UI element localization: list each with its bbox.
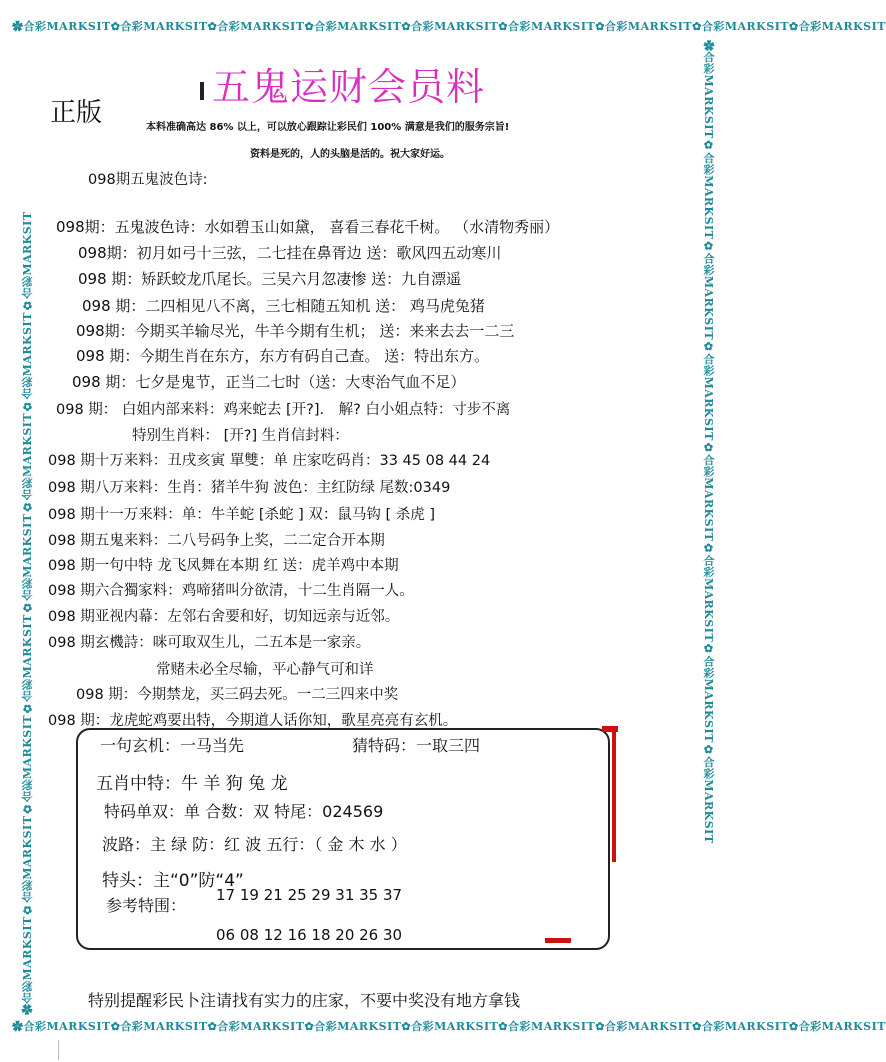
line-one-sentence: 098 期一句中特 龙飞凤舞在本期 红 送：虎羊鸡中本期 [48, 558, 399, 574]
watermark-top: ✿合彩MARKSIT✿合彩MARKSIT✿合彩MARKSIT✿合彩MARKSIT✿合彩MARKSIT✿合彩MARKSIT✿合彩MARKSIT✿合彩MARKSIT✿合彩MARKSIT [12, 20, 886, 33]
line-110k: 098 期十一万来料：单：牛羊蛇 [杀蛇 ] 双：鼠马钩 [ 杀虎 ] [48, 507, 436, 523]
line-forbidden: 098 期：今期禁龙，买三码去死。一二三四来中奖 [76, 687, 399, 703]
footer-rule [58, 1040, 59, 1060]
footer-note: 特别提醒彩民卜注请找有实力的庄家，不要中奖没有地方拿钱 [88, 991, 521, 1010]
line-baijie: 098 期： 白姐内部来料：鸡来蛇去 [开?]． 解? 白小姐点特：寸步不离 [56, 402, 511, 418]
box-odd-even: 特码单双：单 合数：双 特尾：024569 [104, 802, 384, 821]
line-3: 098 期：二四相见八不离，三七相随五知机 送： 鸡马虎兔猪 [82, 297, 485, 315]
motto: 资料是死的，人的头脑是活的。祝大家好运。 [250, 149, 450, 160]
line-yashi: 098 期亚视内幕：左邻右舍要和好，切知远亲与近邻。 [48, 609, 400, 625]
box-ref-row1: 17 19 21 25 29 31 35 37 [216, 886, 403, 904]
box-wave: 波路：主 绿 防：红 波 五行：（ 金 木 水 ） [102, 835, 407, 854]
edition-label: 正版 [50, 98, 103, 128]
line-poem-heading: 098期五鬼波色诗: [88, 172, 208, 188]
box-five-zodiac: 五肖中特：牛 羊 狗 兔 龙 [96, 774, 288, 794]
line-2: 098 期：矫跃蛟龙爪尾长。三吴六月忽凄惨 送：九自漂遥 [78, 270, 462, 288]
line-5: 098 期：今期生肖在东方，东方有码自己查。 送：特出东方。 [76, 347, 490, 365]
box-guess-code: 猜特码：一取三四 [352, 736, 481, 755]
box-head: 特头：主“0”防“4” [102, 871, 244, 891]
box-ref-label: 参考特围： [106, 896, 187, 915]
box-riddle: 一句玄机：一马当先 [100, 736, 245, 755]
box-ref-row2: 06 08 12 16 18 20 26 30 [216, 926, 403, 944]
watermark-right [700, 40, 716, 1015]
line-4: 098期：今期买羊输尽光，牛羊今期有生机； 送：来来去去一二三 [76, 322, 515, 340]
line-poem: 098期：五鬼波色诗：水如碧玉山如黛， 喜看三春花千树。 （水清物秀丽） [56, 218, 560, 236]
line-liuhe: 098 期六合獨家料：鸡啼猪叫分欲清，十二生肖隔一人。 [48, 583, 414, 599]
line-80k: 098 期八万来料：生肖：猪羊牛狗 波色：主红防绿 尾数:0349 [48, 480, 451, 496]
line-tiger-snake: 098 期：龙虎蛇鸡要出特，今期道人话你知，歌星亮亮有玄机。 [48, 713, 458, 729]
red-mark-bottom [545, 938, 571, 943]
line-special-zodiac: 特别生肖料： [开?] 生肖信封料： [132, 428, 349, 444]
tagline: 本料准确高达 86% 以上，可以放心跟踪让彩民们 100% 满意是我们的服务宗旨! [146, 122, 510, 133]
page-title: 五鬼运财会员料 [212, 65, 486, 109]
line-xuanji: 098 期玄機詩：咪可取双生儿，二五本是一家亲。 [48, 635, 371, 651]
red-mark-side [612, 732, 616, 862]
line-xuanji-2: 常赌未必全尽输，平心静气可和详 [156, 662, 374, 678]
line-wugui: 098 期五鬼来料：二八号码争上奖，二二定合开本期 [48, 533, 385, 549]
watermark-left [20, 40, 36, 1015]
watermark-right-text: ✿合彩MARKSIT✿合彩MARKSIT✿合彩MARKSIT✿合彩MARKSIT✿合彩MARKSIT✿合彩MARKSIT✿合彩MARKSIT✿合彩MARKSIT [702, 40, 715, 844]
line-1: 098期：初月如弓十三弦，二七挂在鼻胥边 送：歌风四五动寒川 [78, 244, 502, 262]
watermark-left-text: ✿合彩MARKSIT✿合彩MARKSIT✿合彩MARKSIT✿合彩MARKSIT✿合彩MARKSIT✿合彩MARKSIT✿合彩MARKSIT✿合彩MARKSIT [21, 211, 34, 1015]
line-6: 098 期：七夕是鬼节，正当二七时（送：大枣治气血不足） [72, 373, 466, 391]
watermark-bottom: ✿合彩MARKSIT✿合彩MARKSIT✿合彩MARKSIT✿合彩MARKSIT✿合彩MARKSIT✿合彩MARKSIT✿合彩MARKSIT✿合彩MARKSIT✿合彩MARKSIT [12, 1020, 886, 1033]
title-bar-mark [200, 82, 204, 100]
line-100k: 098 期十万来料：丑戌亥寅 單雙：单 庄家吃码肖：33 45 08 44 24 [48, 453, 491, 469]
